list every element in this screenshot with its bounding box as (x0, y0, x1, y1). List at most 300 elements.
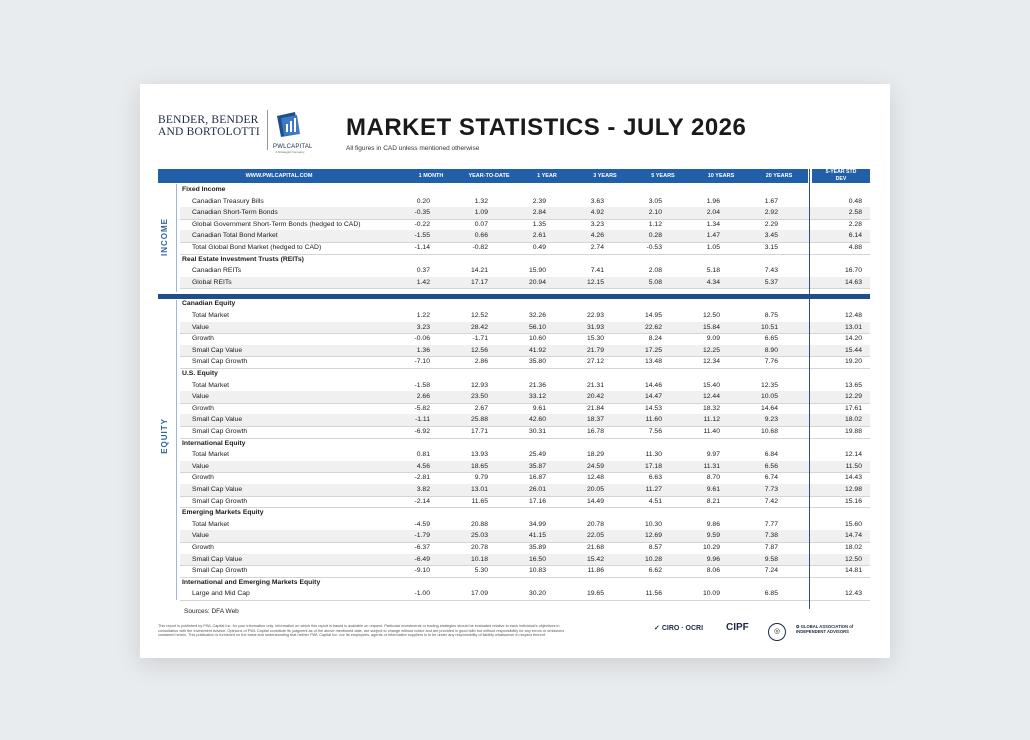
value-cell: 11.56 (645, 590, 662, 598)
std-dev-cell: 2.58 (848, 209, 862, 217)
value-cell: 12.50 (702, 312, 720, 319)
value-cell: -1.79 (414, 532, 430, 540)
value-cell: 6.65 (764, 335, 778, 343)
value-cell: 18.37 (586, 416, 604, 424)
brand-line-1: BENDER, BENDER (158, 114, 259, 126)
row-label: Value (192, 532, 209, 540)
value-cell: -5.82 (414, 404, 430, 412)
value-cell: 8.90 (764, 346, 778, 354)
value-cell: 19.65 (586, 590, 604, 598)
table-header (158, 169, 870, 183)
value-cell: 10.30 (644, 520, 662, 528)
value-cell: 11.86 (587, 567, 604, 575)
std-dev-cell: 19.20 (844, 358, 862, 366)
value-cell: 3.15 (764, 244, 778, 251)
value-cell: 2.04 (706, 209, 720, 217)
value-cell: 3.45 (764, 232, 778, 240)
std-dev-line-1: 5-YEAR STD (825, 169, 857, 175)
value-cell: 21.31 (586, 381, 604, 389)
value-cell: 34.99 (528, 520, 546, 528)
value-cell: 0.07 (474, 220, 488, 228)
value-cell: 11.27 (645, 486, 662, 493)
value-cell: 17.71 (470, 428, 488, 435)
value-cell: 7.77 (764, 520, 778, 528)
value-cell: 27.12 (586, 358, 604, 366)
equity-side-label: EQUITY (160, 418, 169, 454)
value-cell: 12.34 (702, 358, 720, 366)
column-header: 20 YEARS (750, 169, 808, 183)
value-cell: 31.93 (586, 323, 604, 331)
value-cell: 7.76 (764, 358, 778, 366)
value-cell: 1.32 (474, 197, 488, 205)
value-cell: 7.41 (590, 267, 604, 275)
value-cell: 13.48 (644, 358, 662, 366)
value-cell: 2.86 (474, 358, 488, 366)
value-cell: 5.08 (648, 278, 662, 286)
std-dev-cell: 12.14 (844, 451, 862, 459)
section-heading (180, 254, 870, 266)
gaia-logo (796, 624, 872, 634)
value-cell: 4.56 (416, 462, 430, 470)
section-heading (180, 184, 870, 196)
value-cell: 14.49 (586, 497, 604, 505)
table-row (180, 277, 870, 290)
row-label: Global Government Short-Term Bonds (hedged to CAD) (192, 220, 361, 228)
value-cell: 3.05 (648, 197, 662, 205)
value-cell: 1.67 (764, 197, 778, 205)
pwl-sub: A Strategist Company (275, 150, 305, 154)
value-cell: 14.47 (644, 393, 662, 401)
row-label: Small Cap Growth (192, 428, 248, 435)
value-cell: 0.28 (648, 232, 662, 240)
value-cell: 2.92 (764, 209, 778, 217)
std-dev-cell: 12.50 (844, 555, 862, 563)
value-cell: 11.30 (645, 451, 662, 459)
section-label: Real Estate Investment Trusts (REITs) (182, 255, 304, 263)
value-cell: 11.60 (645, 416, 662, 424)
std-dev-cell: 2.28 (848, 220, 862, 228)
value-cell: 10.28 (644, 555, 662, 563)
disclaimer: This report is published by PWL Capital Inc. for your information only. Information on which this report is based is available on request. Particular investments or trading strategies should be evaluated relative to each individual's objectives in consultation with the Investment Advisor. Opinions of PWL Capital constitute its judgment as of the above mentioned date, are subject to change without notice and are provided in good faith but without responsibility for any errors or omissions contained herein. This publication is furnished on the basis and understanding that neither PWL Capital Inc. nor its employees, agents or information suppliers is to be under any responsibility of liability whatsoever in respect thereof. (158, 624, 565, 638)
std-dev-cell: 18.02 (844, 416, 862, 424)
value-cell: 8.75 (764, 312, 778, 319)
value-cell: 1.05 (706, 244, 720, 251)
value-cell: 2.66 (416, 393, 430, 401)
pwl-chart-icon (273, 110, 305, 138)
header-std-dev (812, 169, 870, 183)
value-cell: 20.88 (470, 520, 488, 528)
value-cell: 17.25 (644, 346, 662, 354)
value-cell: 9.61 (706, 486, 720, 493)
value-cell: 6.85 (764, 590, 778, 598)
gaia-icon: ✪ (796, 624, 800, 629)
value-cell: 0.20 (416, 197, 430, 205)
value-cell: 5.30 (474, 567, 488, 575)
seal-icon: ◎ (768, 623, 786, 641)
value-cell: -7.10 (414, 358, 430, 366)
value-cell: 11.40 (703, 428, 720, 435)
value-cell: -6.92 (414, 428, 430, 435)
value-cell: 14.64 (760, 404, 778, 412)
value-cell: 7.56 (648, 428, 662, 435)
value-cell: 0.66 (474, 232, 488, 240)
value-cell: 3.23 (590, 220, 604, 228)
brand-logo (158, 114, 260, 138)
row-label: Small Cap Value (192, 555, 243, 563)
value-cell: 8.57 (648, 544, 662, 551)
std-dev-cell: 12.48 (844, 312, 862, 319)
value-cell: -1.58 (414, 381, 430, 389)
value-cell: 2.29 (764, 220, 778, 228)
std-dev-cell: 0.48 (848, 197, 862, 205)
std-dev-cell: 14.43 (844, 474, 862, 482)
value-cell: -0.35 (414, 209, 430, 217)
std-dev-cell: 13.01 (844, 323, 862, 331)
value-cell: 30.31 (528, 428, 546, 435)
std-dev-cell: 19.88 (844, 428, 862, 435)
value-cell: -4.59 (414, 520, 430, 528)
pwl-logo (273, 110, 313, 154)
row-label: Growth (192, 404, 214, 412)
value-cell: 2.84 (532, 209, 546, 217)
value-cell: 2.67 (474, 404, 488, 412)
row-label: Small Cap Value (192, 416, 243, 424)
value-cell: -0.53 (646, 244, 662, 251)
value-cell: 1.47 (706, 232, 720, 240)
row-label: Small Cap Growth (192, 567, 248, 575)
value-cell: 9.61 (532, 404, 546, 412)
value-cell: 20.78 (470, 544, 488, 551)
value-cell: 15.90 (528, 267, 546, 275)
ciro-label: CIRO · OCRI (661, 625, 704, 632)
column-header: 3 YEARS (576, 169, 634, 183)
value-cell: 10.18 (470, 555, 488, 563)
value-cell: 35.87 (528, 462, 546, 470)
row-label: Value (192, 462, 209, 470)
value-cell: 21.79 (586, 346, 604, 354)
row-label: Value (192, 393, 209, 401)
value-cell: 9.79 (474, 474, 488, 482)
value-cell: 9.09 (706, 335, 720, 343)
value-cell: 15.30 (586, 335, 604, 343)
value-cell: 12.35 (760, 381, 778, 389)
value-cell: 4.92 (590, 209, 604, 217)
value-cell: 15.84 (702, 323, 720, 331)
row-label: Large and Mid Cap (192, 590, 250, 598)
std-dev-cell: 12.98 (844, 486, 862, 493)
row-label: Growth (192, 474, 214, 482)
value-cell: 9.59 (706, 532, 720, 540)
value-cell: 20.42 (586, 393, 604, 401)
value-cell: 7.87 (764, 544, 778, 551)
value-cell: -1.11 (415, 416, 430, 424)
value-cell: 25.49 (528, 451, 546, 459)
row-label: Small Cap Value (192, 346, 243, 354)
value-cell: 12.56 (470, 346, 488, 354)
value-cell: 1.42 (416, 278, 430, 286)
value-cell: 9.96 (706, 555, 720, 563)
row-label: Total Market (192, 520, 230, 528)
column-header: YEAR-TO-DATE (460, 169, 518, 183)
value-cell: 6.84 (764, 451, 778, 459)
value-cell: 0.37 (416, 267, 430, 275)
value-cell: 2.61 (532, 232, 546, 240)
value-cell: 14.95 (644, 312, 662, 319)
section-heading (180, 507, 870, 519)
value-cell: 10.83 (528, 567, 546, 575)
value-cell: 22.62 (644, 323, 662, 331)
value-cell: 17.18 (644, 462, 662, 470)
value-cell: 35.89 (528, 544, 546, 551)
header-site-link[interactable]: WWW.PWLCAPITAL.COM (158, 169, 400, 183)
row-label: Canadian Short-Term Bonds (192, 209, 278, 217)
report-sheet (140, 84, 890, 658)
row-label: Small Cap Growth (192, 497, 248, 505)
value-cell: 9.23 (764, 416, 778, 424)
value-cell: 22.05 (586, 532, 604, 540)
value-cell: 33.12 (528, 393, 546, 401)
section-heading (180, 298, 870, 310)
value-cell: 10.51 (760, 323, 778, 331)
value-cell: 42.60 (528, 416, 546, 424)
value-cell: 3.63 (590, 197, 604, 205)
column-header: 1 MONTH (402, 169, 460, 183)
value-cell: 9.58 (764, 555, 778, 563)
std-dev-cell: 15.16 (844, 497, 862, 505)
gaia-label: GLOBAL ASSOCIATION of INDEPENDENT ADVISORS (796, 624, 854, 634)
cipf-logo: CIPF (726, 622, 749, 633)
value-cell: 3.82 (416, 486, 430, 493)
value-cell: -1.14 (414, 244, 430, 251)
section-heading (180, 438, 870, 450)
value-cell: 7.42 (764, 497, 778, 505)
row-label: Total Market (192, 451, 230, 459)
std-dev-cell: 15.60 (844, 520, 862, 528)
value-cell: -1.71 (472, 335, 488, 343)
value-cell: 25.88 (470, 416, 488, 424)
ciro-logo (654, 624, 703, 632)
value-cell: 8.21 (706, 497, 720, 505)
brand-line-2: AND BORTOLOTTI (158, 126, 260, 138)
value-cell: 6.56 (764, 462, 778, 470)
value-cell: -1.55 (414, 232, 430, 240)
std-dev-cell: 18.02 (844, 544, 862, 551)
value-cell: 2.08 (648, 267, 662, 275)
value-cell: 2.39 (532, 197, 546, 205)
section-label: Emerging Markets Equity (182, 509, 264, 517)
value-cell: 2.10 (648, 209, 662, 217)
value-cell: 4.51 (648, 497, 662, 505)
value-cell: 12.52 (470, 312, 488, 319)
value-cell: 2.74 (590, 244, 604, 251)
equity-side-line (176, 300, 177, 600)
row-label: Growth (192, 335, 214, 343)
ciro-icon: ✓ (654, 625, 660, 632)
std-dev-cell: 14.81 (844, 567, 862, 575)
value-cell: -6.49 (414, 555, 430, 563)
value-cell: 1.35 (532, 220, 546, 228)
std-dev-cell: 13.65 (844, 381, 862, 389)
row-label: Growth (192, 544, 214, 551)
table-row (180, 588, 870, 601)
value-cell: 30.20 (528, 590, 546, 598)
value-cell: 20.05 (586, 486, 604, 493)
row-label: Canadian Total Bond Market (192, 232, 278, 240)
value-cell: 10.68 (760, 428, 778, 435)
value-cell: 6.63 (648, 474, 662, 482)
value-cell: 3.23 (416, 323, 430, 331)
row-label: Small Cap Value (192, 486, 243, 493)
value-cell: 13.01 (470, 486, 488, 493)
row-label: Global REITs (192, 278, 232, 286)
section-label: U.S. Equity (182, 370, 218, 377)
income-side-line (176, 184, 177, 292)
value-cell: 15.40 (702, 381, 720, 389)
value-cell: 12.44 (702, 393, 720, 401)
value-cell: 21.36 (528, 381, 546, 389)
std-dev-cell: 6.14 (848, 232, 862, 240)
value-cell: 10.60 (528, 335, 546, 343)
page-title: MARKET STATISTICS - JULY 2026 (346, 114, 747, 141)
value-cell: -2.81 (414, 474, 430, 482)
value-cell: 17.09 (470, 590, 488, 598)
std-dev-cell: 15.44 (844, 346, 862, 354)
value-cell: 9.86 (706, 520, 720, 528)
std-dev-cell: 14.63 (844, 278, 862, 286)
value-cell: 8.06 (706, 567, 720, 575)
value-cell: 41.92 (528, 346, 546, 354)
row-label: Canadian REITs (192, 267, 242, 275)
section-label: Canadian Equity (182, 300, 236, 308)
value-cell: 16.87 (528, 474, 546, 482)
column-header: 1 YEAR (518, 169, 576, 183)
value-cell: 0.49 (532, 244, 546, 251)
sources-note: Sources: DFA Web (184, 608, 239, 615)
row-label: Canadian Treasury Bills (192, 197, 264, 205)
value-cell: 21.68 (586, 544, 604, 551)
column-header: 10 YEARS (692, 169, 750, 183)
section-label: Fixed Income (182, 186, 226, 193)
std-dev-cell: 16.70 (844, 267, 862, 275)
row-label: Total Global Bond Market (hedged to CAD) (192, 244, 322, 251)
page-subtitle: All figures in CAD unless mentioned otherwise (346, 145, 480, 152)
std-dev-cell: 4.88 (848, 244, 862, 251)
value-cell: 11.65 (471, 497, 488, 505)
row-label: Total Market (192, 312, 230, 319)
value-cell: 25.03 (470, 532, 488, 540)
value-cell: 7.73 (764, 486, 778, 493)
brand-divider (267, 110, 268, 150)
value-cell: 18.29 (586, 451, 604, 459)
std-dev-line-2: DEV (835, 176, 847, 182)
value-cell: 35.80 (528, 358, 546, 366)
std-dev-cell: 11.50 (845, 462, 862, 470)
section-separator (158, 294, 870, 299)
value-cell: -0.82 (472, 244, 488, 251)
value-cell: 24.59 (586, 462, 604, 470)
row-label: Total Market (192, 381, 230, 389)
value-cell: 17.16 (528, 497, 546, 505)
value-cell: 12.69 (644, 532, 662, 540)
section-heading (180, 577, 870, 589)
value-cell: 16.50 (528, 555, 546, 563)
value-cell: 12.25 (702, 346, 720, 354)
value-cell: 56.10 (528, 323, 546, 331)
value-cell: 1.96 (706, 197, 720, 205)
value-cell: 1.36 (416, 346, 430, 354)
value-cell: 5.18 (706, 267, 720, 275)
value-cell: 1.09 (474, 209, 488, 217)
value-cell: -0.06 (414, 335, 430, 343)
value-cell: 11.31 (703, 462, 720, 470)
std-dev-cell: 14.20 (844, 335, 862, 343)
value-cell: 6.74 (764, 474, 778, 482)
value-cell: -0.22 (414, 220, 430, 228)
value-cell: 18.32 (702, 404, 720, 412)
value-cell: 4.34 (706, 278, 720, 286)
value-cell: 6.62 (648, 567, 662, 575)
value-cell: -6.37 (414, 544, 430, 551)
value-cell: 10.05 (760, 393, 778, 401)
column-header: 5 YEARS (634, 169, 692, 183)
value-cell: 20.78 (586, 520, 604, 528)
value-cell: 5.37 (764, 278, 778, 286)
value-cell: 20.94 (528, 278, 546, 286)
std-dev-divider (809, 169, 810, 609)
std-dev-cell: 14.74 (844, 532, 862, 540)
value-cell: 1.22 (416, 312, 430, 319)
value-cell: 26.01 (528, 486, 546, 493)
value-cell: -2.14 (414, 497, 430, 505)
value-cell: 21.84 (586, 404, 604, 412)
value-cell: 28.42 (470, 323, 488, 331)
section-label: International Equity (182, 439, 246, 447)
value-cell: 1.12 (648, 220, 662, 228)
value-cell: 12.48 (586, 474, 604, 482)
row-label: Value (192, 323, 209, 331)
value-cell: 32.26 (528, 312, 546, 319)
value-cell: 8.24 (648, 335, 662, 343)
value-cell: 12.15 (586, 278, 604, 286)
value-cell: 16.78 (586, 428, 604, 435)
value-cell: 23.50 (470, 393, 488, 401)
value-cell: 7.43 (764, 267, 778, 275)
value-cell: 8.70 (706, 474, 720, 482)
value-cell: 14.46 (644, 381, 662, 389)
value-cell: 15.42 (586, 555, 604, 563)
income-side-label: INCOME (160, 218, 169, 256)
value-cell: 7.38 (764, 532, 778, 540)
value-cell: 4.26 (590, 232, 604, 240)
value-cell: 0.81 (416, 451, 430, 459)
value-cell: 22.93 (586, 312, 604, 319)
std-dev-cell: 17.61 (844, 404, 862, 412)
value-cell: 13.93 (470, 451, 488, 459)
value-cell: 14.21 (470, 267, 488, 275)
std-dev-cell: 12.29 (844, 393, 862, 401)
value-cell: -1.00 (414, 590, 430, 598)
value-cell: 1.34 (706, 220, 720, 228)
section-label: International and Emerging Markets Equity (182, 578, 321, 586)
value-cell: 9.97 (706, 451, 720, 459)
value-cell: 18.65 (470, 462, 488, 470)
std-dev-cell: 12.43 (844, 590, 862, 598)
pwl-name: PWLCAPITAL (273, 144, 313, 150)
value-cell: 41.15 (528, 532, 546, 540)
value-cell: 17.17 (470, 278, 488, 286)
value-cell: 10.29 (702, 544, 720, 551)
value-cell: 7.24 (764, 567, 778, 575)
